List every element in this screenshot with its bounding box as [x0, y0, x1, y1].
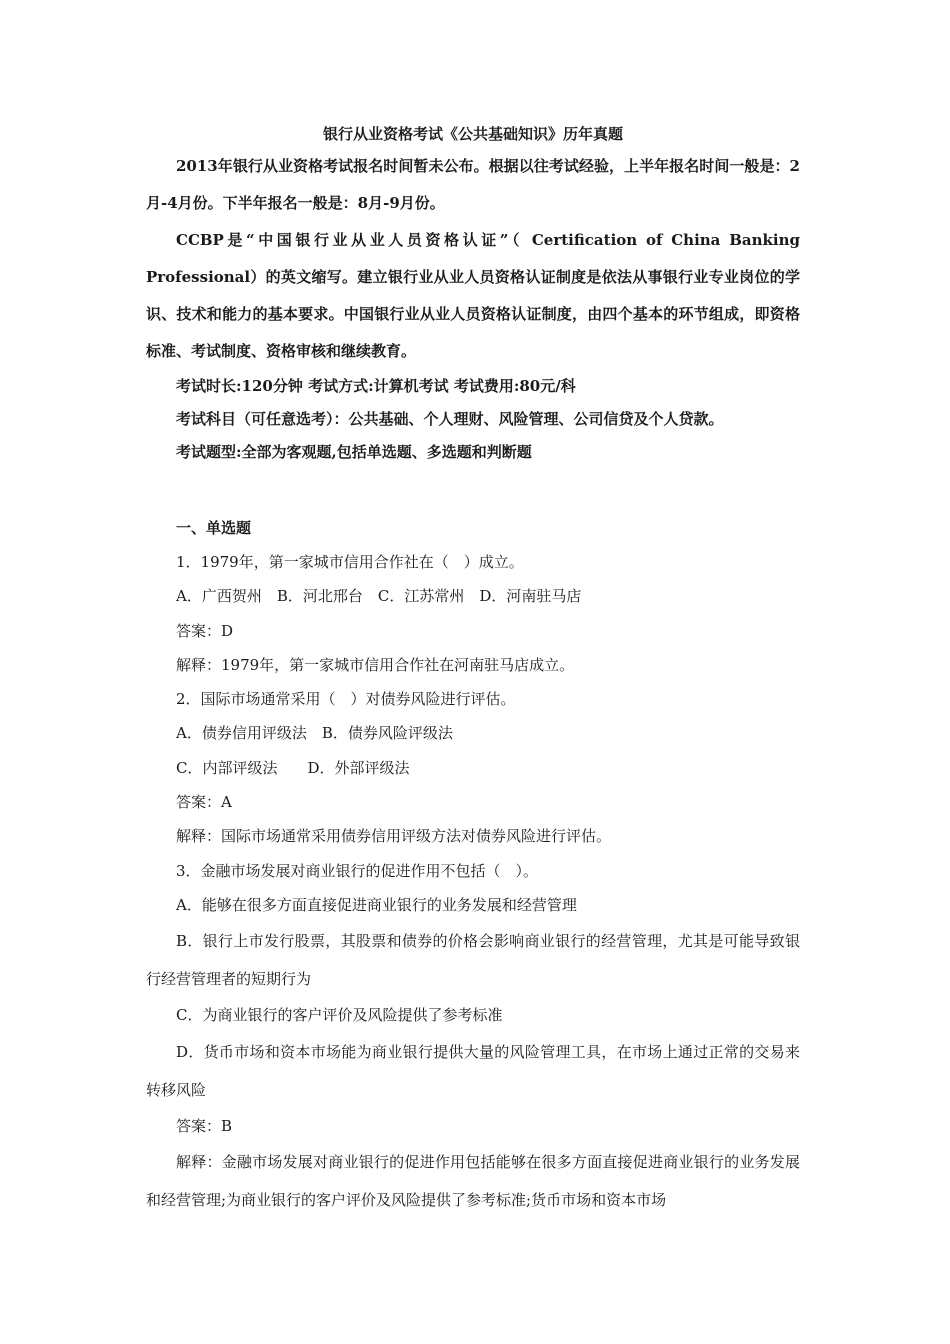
question-stem: 2．国际市场通常采用（ ）对债券风险进行评估。 [176, 690, 516, 709]
question-option-row: C．内部评级法 D．外部评级法 [176, 758, 410, 777]
section-heading: 一、单选题 [176, 519, 252, 537]
question-options: A．广西贺州 B．河北邢台 C．江苏常州 D．河南驻马店 [176, 587, 582, 606]
question-stem: 3．金融市场发展对商业银行的促进作用不包括（ ）。 [176, 861, 539, 880]
question-option-c: C．为商业银行的客户评价及风险提供了参考标准 [176, 1006, 503, 1025]
question-stem: 1．1979年，第一家城市信用合作社在（ ）成立。 [176, 553, 524, 571]
intro-exam-subjects: 考试科目（可任意选考）：公共基础、个人理财、风险管理、公司信贷及个人贷款。 [176, 410, 724, 428]
intro-block [146, 148, 800, 469]
question-answer: 答案：D [176, 621, 234, 640]
question-explanation: 解释：国际市场通常采用债券信用评级方法对债券风险进行评估。 [176, 827, 612, 846]
question-1 [146, 545, 800, 682]
question-explanation: 解释：金融市场发展对商业银行的促进作用包括能够在很多方面直接促进商业银行的业务发展和经营管理;为商业银行的客户评价及风险提供了参考标准;货币市场和资本市场 [146, 1152, 800, 1209]
intro-registration-time: 2013年银行从业资格考试报名时间暂未公布。根据以往考试经验，上半年报名时间一般是：2月-4月份。下半年报名一般是：8月-9月份。 [146, 157, 800, 212]
single-choice-section [146, 511, 800, 1219]
intro-question-types: 考试题型:全部为客观题,包括单选题、多选题和判断题 [176, 443, 532, 461]
question-option-b: B．银行上市发行股票，其股票和债券的价格会影响商业银行的经营管理，尤其是可能导致银行经营管理者的短期行为 [146, 932, 800, 989]
intro-exam-format: 考试时长:120分钟 考试方式:计算机考试 考试费用:80元/科 [176, 377, 576, 395]
question-3 [146, 854, 800, 1219]
question-option-d: D．货币市场和资本市场能为商业银行提供大量的风险管理工具，在市场上通过正常的交易来转移风险 [146, 1042, 800, 1099]
question-explanation: 解释：1979年，第一家城市信用合作社在河南驻马店成立。 [176, 655, 575, 674]
document-title: 银行从业资格考试《公共基础知识》历年真题 [322, 125, 623, 143]
question-answer: 答案：B [176, 1116, 233, 1135]
question-answer: 答案：A [176, 793, 232, 812]
question-option-row: A．债券信用评级法 B．债券风险评级法 [176, 724, 453, 743]
document-page [146, 122, 800, 1219]
question-option-a: A．能够在很多方面直接促进商业银行的业务发展和经营管理 [176, 895, 577, 914]
question-2 [146, 682, 800, 853]
intro-ccbp-description: CCBP是“中国银行业从业人员资格认证”（ Certification of China Banking Professional）的英文缩写。建立银行业从业人员资格认证制度是依法从事银行业专业岗位的学识、技术和能力的基本要求。中国银行业从业人员资格认证制度，由四个基本的环节组成，即资格标准、考试制度、资格审核和继续教育。 [146, 231, 800, 360]
